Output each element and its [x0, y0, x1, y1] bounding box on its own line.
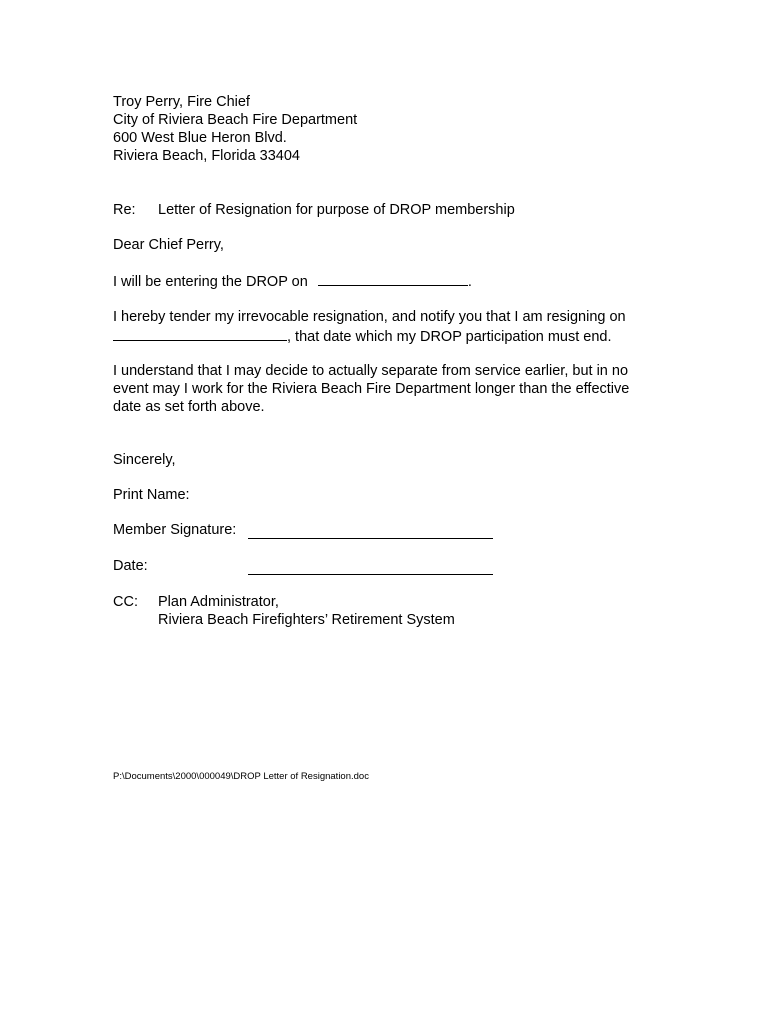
- cc-line-2: Riviera Beach Firefighters’ Retirement System: [158, 612, 455, 628]
- understanding-line-1: I understand that I may decide to actually separate from service earlier, but in no: [113, 363, 629, 379]
- closing: Sincerely,: [113, 452, 176, 468]
- resignation-line-2: [113, 326, 612, 346]
- drop-entry-end: .: [467, 274, 472, 290]
- drop-entry-line: [113, 271, 472, 291]
- address-line-4: Riviera Beach, Florida 33404: [113, 148, 300, 164]
- re-subject: Letter of Resignation for purpose of DROP membership: [158, 202, 515, 218]
- resignation-line-2-text: , that date which my DROP participation must end.: [287, 329, 612, 345]
- date-blank[interactable]: [248, 560, 493, 575]
- drop-entry-text: I will be entering the DROP on: [113, 274, 308, 290]
- cc-line-1: Plan Administrator,: [158, 594, 279, 610]
- understanding-line-3: date as set forth above.: [113, 399, 265, 415]
- address-line-3: 600 West Blue Heron Blvd.: [113, 130, 287, 146]
- member-signature-blank[interactable]: [248, 524, 493, 539]
- address-line-1: Troy Perry, Fire Chief: [113, 94, 250, 110]
- member-signature-label: Member Signature:: [113, 522, 237, 538]
- resignation-line-1: I hereby tender my irrevocable resignation, and notify you that I am resigning on: [113, 309, 626, 325]
- print-name-label: Print Name:: [113, 487, 190, 503]
- salutation: Dear Chief Perry,: [113, 237, 224, 253]
- cc-label: CC:: [113, 594, 138, 610]
- footer-file-path: P:\Documents\2000\000049\DROP Letter of Resignation.doc: [113, 771, 369, 782]
- understanding-line-2: event may I work for the Riviera Beach Fire Department longer than the effective: [113, 381, 630, 397]
- drop-date-blank[interactable]: [318, 271, 468, 286]
- re-label: Re:: [113, 202, 136, 218]
- resignation-date-blank[interactable]: [113, 326, 287, 341]
- address-line-2: City of Riviera Beach Fire Department: [113, 112, 358, 128]
- date-label: Date:: [113, 558, 148, 574]
